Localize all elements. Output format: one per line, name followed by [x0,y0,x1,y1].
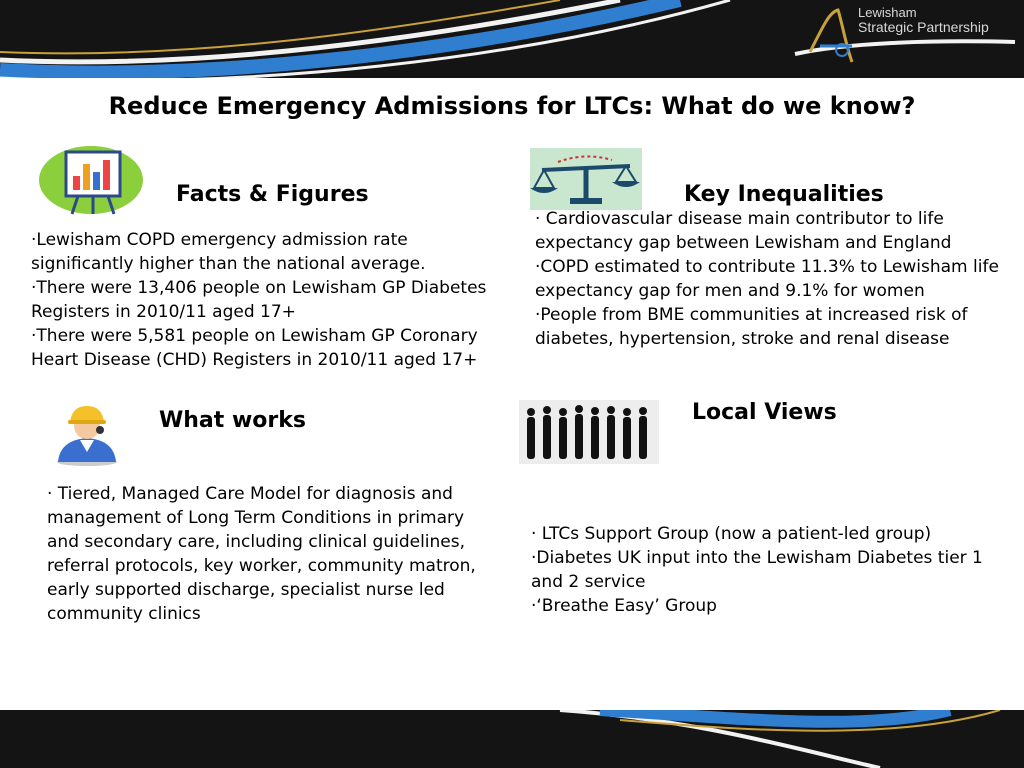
facts-heading: Facts & Figures [176,182,369,207]
list-item: · Cardiovascular disease main contributor to life expectancy gap between Lewisham and England [535,209,952,253]
list-item: ·Diabetes UK input into the Lewisham Diabetes tier 1 and 2 service [531,548,983,592]
views-heading: Local Views [692,400,837,425]
list-item: ·‘Breathe Easy’ Group [531,596,717,616]
logo-line-2: Strategic Partnership [858,19,989,35]
list-item: ·There were 13,406 people on Lewisham GP Diabetes Registers in 2010/11 aged 17+ [31,278,487,322]
balance-scale-icon [530,148,642,210]
page-title: Reduce Emergency Admissions for LTCs: What do we know? [108,92,916,120]
bottom-banner [0,710,1024,768]
banner-swoosh-graphic [0,710,1024,768]
logo-line-1: Lewisham [858,5,917,20]
list-item: · LTCs Support Group (now a patient-led group) [531,524,932,544]
list-item: ·Lewisham COPD emergency admission rate significantly higher than the national average. [31,230,426,274]
people-silhouettes-icon [519,400,659,464]
list-item: ·People from BME communities at increased risk of diabetes, hypertension, stroke and renal disease [535,305,968,349]
inequalities-list [535,207,1015,351]
facts-list [31,228,491,372]
presentation-chart-icon [38,144,144,216]
construction-worker-icon [50,402,124,466]
lsp-logo-text [858,6,989,34]
list-item: ·There were 5,581 people on Lewisham GP Coronary Heart Disease (CHD) Registers in 2010/11 aged 17+ [31,326,478,370]
works-heading: What works [159,408,306,433]
works-list [47,482,497,626]
list-item: · Tiered, Managed Care Model for diagnosis and management of Long Term Conditions in primary and secondary care, including clinical guidelines, referral protocols, key worker, community matron, early supported discharge, specialist nurse led community clinics [47,484,476,624]
list-item: ·COPD estimated to contribute 11.3% to Lewisham life expectancy gap for men and 9.1% for women [535,257,999,301]
inequalities-heading: Key Inequalities [684,182,884,207]
views-list [531,522,1011,618]
